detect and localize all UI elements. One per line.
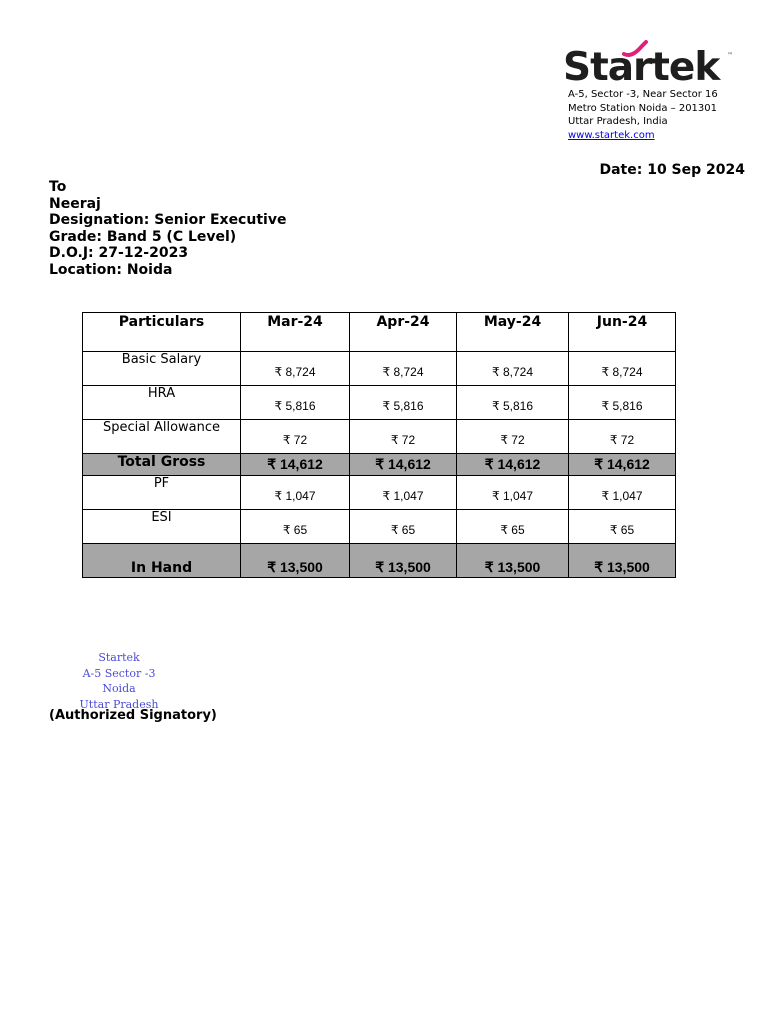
- cell-value: ₹ 14,612: [569, 454, 676, 476]
- cell-value: ₹ 8,724: [350, 352, 457, 386]
- table-row-basic-salary: [83, 352, 676, 386]
- startek-logo: [563, 44, 743, 92]
- recipient-doj: D.O.J: 27-12-2023: [49, 245, 189, 262]
- salary-table: [82, 312, 676, 578]
- letter-date: Date: 10 Sep 2024: [599, 162, 745, 178]
- website-link[interactable]: www.startek.com: [568, 129, 655, 141]
- header-apr-24: Apr-24: [350, 313, 457, 352]
- cell-value: ₹ 5,816: [241, 386, 350, 420]
- stamp-line-2: A-5 Sector -3 Noida: [82, 666, 156, 695]
- cell-value: ₹ 65: [457, 510, 569, 544]
- cell-value: ₹ 1,047: [569, 476, 676, 510]
- authorized-signatory: (Authorized Signatory): [49, 708, 217, 723]
- address-line-2: Metro Station Noida – 201301: [568, 102, 718, 114]
- cell-value: ₹ 72: [569, 420, 676, 454]
- cell-value: ₹ 14,612: [457, 454, 569, 476]
- recipient-grade: Grade: Band 5 (C Level): [49, 228, 237, 245]
- cell-value: ₹ 65: [241, 510, 350, 544]
- cell-value: ₹ 13,500: [350, 544, 457, 578]
- header-particulars: Particulars: [83, 313, 241, 352]
- row-label: PF: [83, 476, 241, 510]
- table-row-in-hand: [83, 544, 676, 578]
- cell-value: ₹ 8,724: [569, 352, 676, 386]
- row-label: HRA: [83, 386, 241, 420]
- recipient-name: Neeraj: [49, 195, 101, 212]
- table-header-row: [83, 313, 676, 352]
- cell-value: ₹ 5,816: [457, 386, 569, 420]
- row-label: Total Gross: [83, 454, 241, 476]
- cell-value: ₹ 8,724: [241, 352, 350, 386]
- header-jun-24: Jun-24: [569, 313, 676, 352]
- cell-value: ₹ 65: [569, 510, 676, 544]
- address-line-1: A-5, Sector -3, Near Sector 16: [568, 89, 718, 100]
- logo-text: Startek: [563, 45, 720, 90]
- recipient-block: [49, 179, 286, 279]
- row-label: ESI: [83, 510, 241, 544]
- row-label: Special Allowance: [83, 420, 241, 454]
- cell-value: ₹ 72: [457, 420, 569, 454]
- recipient-designation: Designation: Senior Executive: [49, 212, 287, 229]
- cell-value: ₹ 72: [241, 420, 350, 454]
- cell-value: ₹ 8,724: [457, 352, 569, 386]
- cell-value: ₹ 72: [350, 420, 457, 454]
- logo-trademark: ™: [727, 52, 733, 59]
- row-label: Basic Salary: [83, 352, 241, 386]
- company-stamp: [66, 650, 172, 712]
- address-line-3: Uttar Pradesh, India: [568, 116, 668, 127]
- cell-value: ₹ 14,612: [350, 454, 457, 476]
- cell-value: ₹ 1,047: [350, 476, 457, 510]
- header-may-24: May-24: [457, 313, 569, 352]
- logo-accent-icon: [620, 40, 650, 60]
- table-row-special-allowance: [83, 420, 676, 454]
- table-row-total-gross: [83, 454, 676, 476]
- cell-value: ₹ 1,047: [241, 476, 350, 510]
- cell-value: ₹ 13,500: [569, 544, 676, 578]
- cell-value: ₹ 5,816: [350, 386, 457, 420]
- table-row-esi: [83, 510, 676, 544]
- stamp-line-3: Uttar Pradesh: [79, 697, 159, 711]
- cell-value: ₹ 13,500: [457, 544, 569, 578]
- cell-value: ₹ 5,816: [569, 386, 676, 420]
- stamp-line-1: Startek: [98, 651, 140, 664]
- cell-value: ₹ 13,500: [241, 544, 350, 578]
- row-label: In Hand: [83, 544, 241, 578]
- recipient-location: Location: Noida: [49, 261, 173, 278]
- cell-value: ₹ 65: [350, 510, 457, 544]
- to-label: To: [49, 179, 67, 195]
- table-row-pf: [83, 476, 676, 510]
- header-mar-24: Mar-24: [241, 313, 350, 352]
- company-address: [568, 88, 718, 142]
- table-row-hra: [83, 386, 676, 420]
- cell-value: ₹ 1,047: [457, 476, 569, 510]
- cell-value: ₹ 14,612: [241, 454, 350, 476]
